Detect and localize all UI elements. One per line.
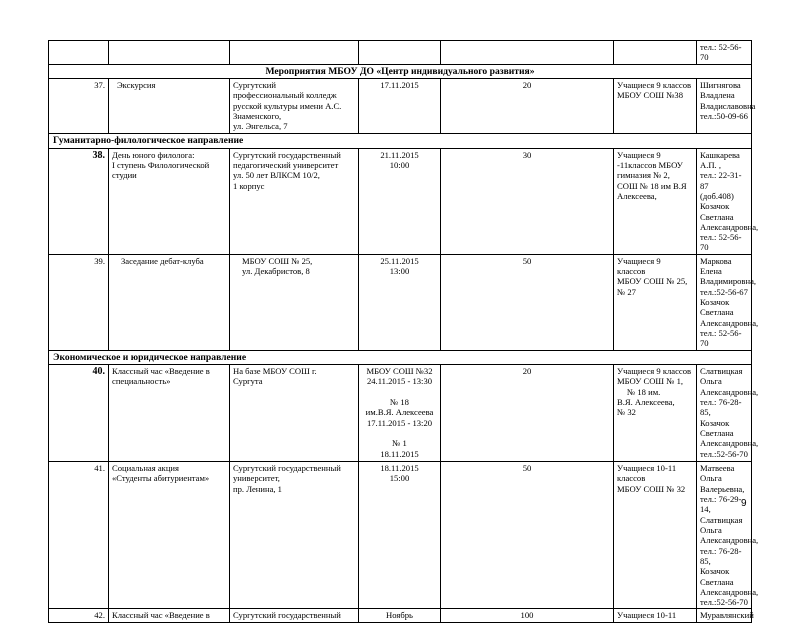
schedule-table: [48, 40, 759, 623]
row-number: 42.: [49, 609, 109, 622]
participant-count: 30: [441, 148, 614, 254]
section-row: [49, 64, 752, 79]
participant-count: 50: [441, 254, 614, 350]
event-venue: Сургутский государственный университет, пр. Ленина, 1: [230, 462, 359, 609]
section-title: Гуманитарно-филологическое направление: [49, 134, 752, 149]
participants: Учащиеся 10-11: [614, 609, 697, 622]
event-name: Социальная акция «Студенты абитуриентам»: [109, 462, 230, 609]
table-row: [49, 365, 752, 462]
responsible-contact: Маркова Елена Владимировна, тел.:52-56-67 Козачок Светлана Александровна, тел.: 52-56-70: [697, 254, 752, 350]
table-row: [49, 79, 752, 134]
event-venue: Сургутский профессиональный колледж русской культуры имени А.С. Знаменского, ул. Энгельса, 7: [230, 79, 359, 134]
participant-count: 100: [441, 609, 614, 622]
participants: Учащиеся 9 классов МБОУ СОШ №38: [614, 79, 697, 134]
event-date: Ноябрь: [359, 609, 441, 622]
participants: Учащиеся 9 классов МБОУ СОШ № 1, № 18 им. В.Я. Алексеева, № 32: [614, 365, 697, 462]
row-number: 41.: [49, 462, 109, 609]
event-name: Экскурсия: [109, 79, 230, 134]
event-venue: На базе МБОУ СОШ г. Сургута: [230, 365, 359, 462]
section-title: Экономическое и юридическое направление: [49, 350, 752, 365]
event-venue: Сургутский государственный педагогический университет ул. 50 лет ВЛКСМ 10/2, 1 корпус: [230, 148, 359, 254]
table-row: [49, 609, 752, 622]
row-number: 37.: [49, 79, 109, 134]
event-date: 21.11.2015 10:00: [359, 148, 441, 254]
event-date: 18.11.2015 15:00: [359, 462, 441, 609]
event-name: День юного филолога: I ступень Филологической студии: [109, 148, 230, 254]
event-name: Классный час «Введение в специальность»: [109, 365, 230, 462]
responsible-contact: Муравлянский: [697, 609, 752, 622]
contact-cell: тел.: 52-56-70: [697, 41, 752, 65]
participants: Учащиеся 9 классов МБОУ СОШ № 25, № 27: [614, 254, 697, 350]
table-row-top: [49, 41, 752, 65]
section-row: [49, 350, 752, 365]
event-date: МБОУ СОШ №32 24.11.2015 - 13:30 № 18 им.В.Я. Алексеева 17.11.2015 - 13:20 № 1 18.11.2015: [359, 365, 441, 462]
participant-count: 20: [441, 365, 614, 462]
participants: Учащиеся 10-11 классов МБОУ СОШ № 32: [614, 462, 697, 609]
event-venue: МБОУ СОШ № 25, ул. Декабристов, 8: [230, 254, 359, 350]
row-number: 40.: [49, 365, 109, 462]
page-number: 9: [741, 498, 747, 509]
participant-count: 50: [441, 462, 614, 609]
responsible-contact: Матвеева Ольга Валерьевна, тел.: 76-29-14, Слатвицкая Ольга Александровна, тел.: 76-28-85, Козачок Светлана Александровна, тел.:52-56-70: [697, 462, 752, 609]
responsible-contact: Шигнягова Владлена Владиславовна тел.:50-09-66: [697, 79, 752, 134]
table-row: [49, 148, 752, 254]
row-number: 38.: [49, 148, 109, 254]
event-date: 17.11.2015: [359, 79, 441, 134]
event-name: Классный час «Введение в: [109, 609, 230, 622]
row-number: 39.: [49, 254, 109, 350]
responsible-contact: Кашкарева А.П. , тел.: 22-31-87 (доб.408) Козачок Светлана Александровна, тел.: 52-56-70: [697, 148, 752, 254]
section-row: [49, 134, 752, 149]
table-row: [49, 462, 752, 609]
participant-count: 20: [441, 79, 614, 134]
event-venue: Сургутский государственный: [230, 609, 359, 622]
event-date: 25.11.2015 13:00: [359, 254, 441, 350]
event-name: Заседание дебат-клуба: [109, 254, 230, 350]
section-title: Мероприятия МБОУ ДО «Центр индивидуального развития»: [49, 64, 752, 79]
participants: Учащиеся 9 -11классов МБОУ гимназия № 2, СОШ № 18 им В.Я Алексеева,: [614, 148, 697, 254]
table-row: [49, 254, 752, 350]
responsible-contact: Слатвицкая Ольга Александровна, тел.: 76-28-85, Козачок Светлана Александровна, тел.:52-56-70: [697, 365, 752, 462]
